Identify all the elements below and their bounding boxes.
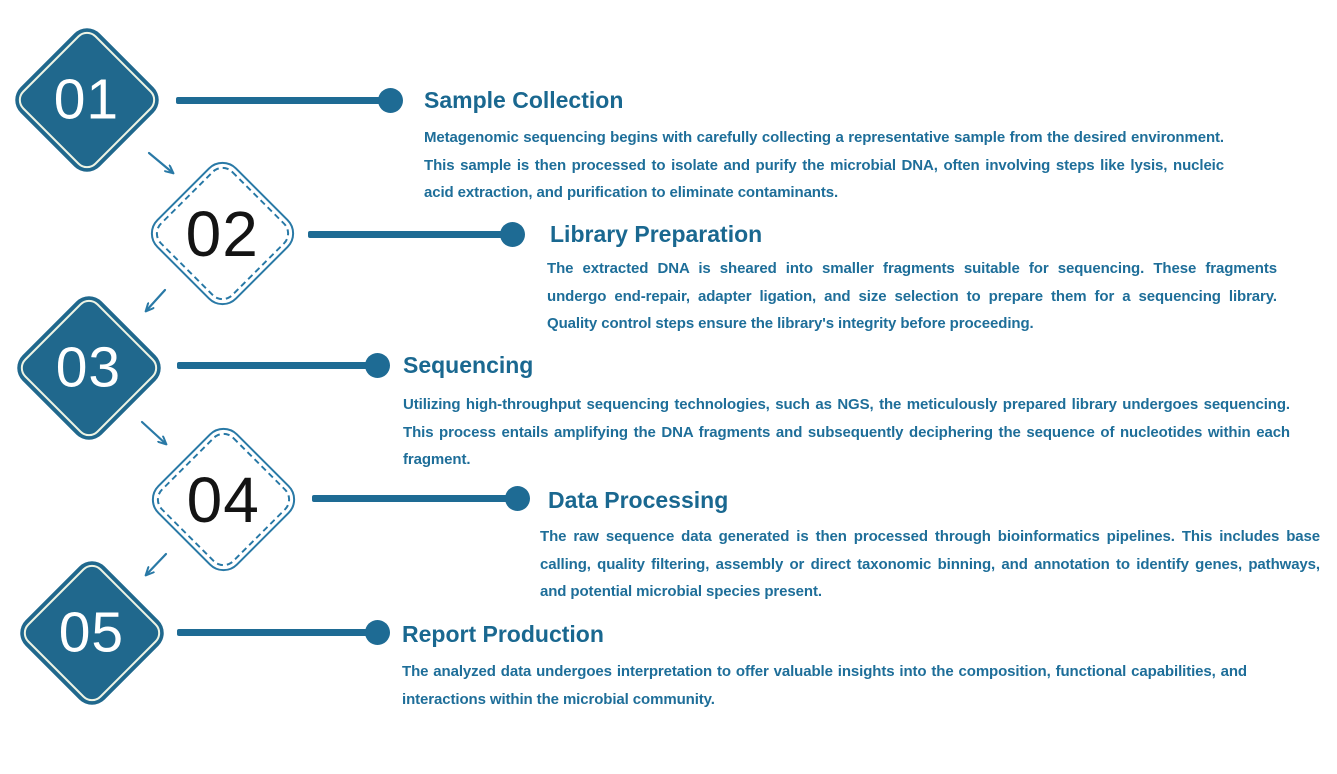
step-4-title: Data Processing (548, 487, 729, 513)
step-2-connector-line (308, 231, 512, 238)
step-3-number: 03 (56, 335, 122, 400)
step-5-connector-dot-icon (365, 620, 390, 645)
step-2-diamond (143, 154, 303, 314)
step-5-description: The analyzed data undergoes interpretation to offer valuable insights into the composition, functional capabilities, and interactions within the microbial community. (402, 663, 1247, 708)
step-4-connector-line (312, 495, 517, 502)
step-3-connector-dot-icon (365, 353, 390, 378)
step-4-number: 04 (186, 463, 261, 536)
step-2-description: The extracted DNA is sheared into smaller fragments suitable for sequencing. These fragments undergo end-repair, adapter ligation, and size selection to prepare them for a sequencing library. Quality control steps ensure the library's integrity before proceeding. (547, 260, 1277, 332)
step-3-description: Utilizing high-throughput sequencing technologies, such as NGS, the meticulously prepared library undergoes sequencing. This process entails amplifying the DNA fragments and subsequently deciphering the sequence of nucleotides within each fragment. (403, 396, 1290, 468)
step-1-connector-dot-icon (378, 88, 403, 113)
arrow-down-left-icon-4-5 (146, 554, 166, 575)
step-1-connector-line (176, 97, 390, 104)
step-5-connector-line (177, 629, 377, 636)
arrow-down-left-icon-2-3 (146, 290, 165, 311)
step-5-title: Report Production (402, 621, 604, 647)
step-3-title: Sequencing (403, 352, 534, 378)
step-2-title: Library Preparation (550, 221, 763, 247)
step-4-connector-dot-icon (505, 486, 530, 511)
step-1-number: 01 (54, 67, 120, 132)
step-1-diamond (8, 21, 166, 179)
step-3-connector-line (177, 362, 377, 369)
step-3-diamond (10, 289, 168, 447)
step-5-number: 05 (59, 600, 125, 665)
step-2-connector-dot-icon (500, 222, 525, 247)
arrow-down-right-icon-1-2 (149, 153, 173, 173)
step-5-diamond (13, 554, 171, 712)
arrow-down-right-icon-3-4 (142, 422, 166, 444)
step-4-diamond (144, 420, 304, 580)
step-1-description: Metagenomic sequencing begins with carefully collecting a representative sample from the desired environment. This sample is then processed to isolate and purify the microbial DNA, often involving steps like lysis, nucleic acid extraction, and purification to eliminate contaminants. (424, 129, 1224, 201)
step-4-description: The raw sequence data generated is then processed through bioinformatics pipelines. This includes base calling, quality filtering, assembly or direct taxonomic binning, and annotation to identify genes, pathways, and potential microbial species present. (540, 528, 1320, 600)
step-2-number: 02 (185, 197, 260, 270)
step-1-title: Sample Collection (424, 87, 624, 113)
